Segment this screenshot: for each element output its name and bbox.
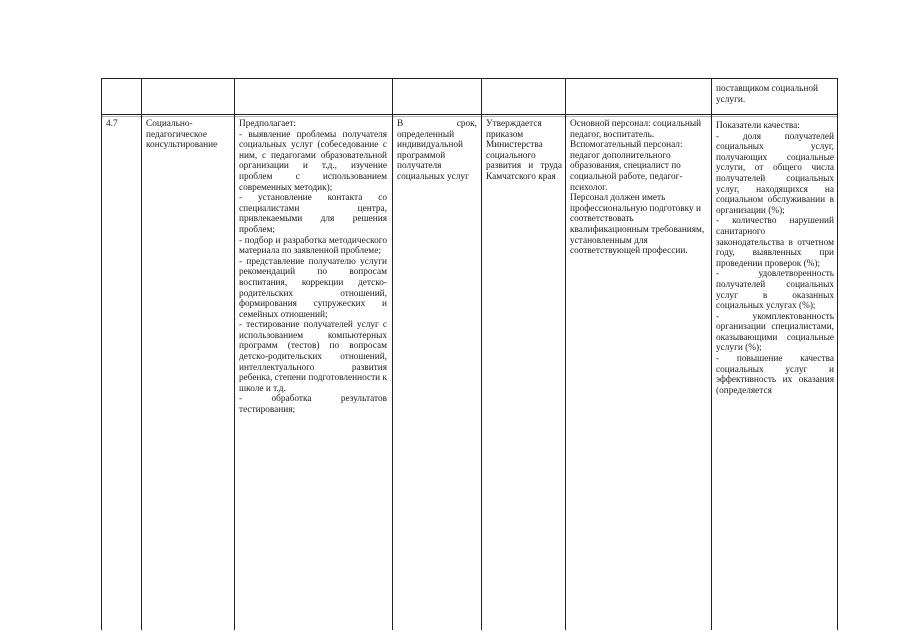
staff-main: Основной персонал: социальный педагог, воспитатель. xyxy=(570,119,702,140)
service-cost: Утверждается приказом Министерства социального развития и труда Камчатского края xyxy=(486,119,562,182)
col-line-1 xyxy=(141,78,142,630)
description-line: Предполагает: xyxy=(239,119,297,129)
staff-requirement: Персонал должен иметь профессиональную подготовку и соответствовать квалификационным требованиям, установленным для соответствующей профессии. xyxy=(570,193,705,257)
service-term: В срок, определенный индивидуальной программой получателя социальных услуг xyxy=(397,119,477,182)
service-staff xyxy=(570,119,708,257)
col-line-7 xyxy=(837,78,838,630)
description-item: - установление контакта со специалистами центра, привлекаемыми для решения проблем; xyxy=(239,193,387,235)
description-item: - подбор и разработка методического материала по заявленной проблеме; xyxy=(239,235,387,257)
col-line-6 xyxy=(711,78,712,630)
col-line-0 xyxy=(101,78,102,630)
description-item: - выявление проблемы получателя социальных услуг (собеседование с ним, с педагогами образовательной организации и т.д., изучение проблем с использованием современных методик); xyxy=(239,129,387,193)
col-line-2 xyxy=(234,78,235,630)
col-line-4 xyxy=(481,78,482,630)
description-item: - представление получателю услуги рекомендаций по вопросам воспитания, коррекции детско-родительских отношений, формирования супружеских и семейных отношений; xyxy=(239,256,387,320)
col-line-5 xyxy=(565,78,566,630)
indicator-item: - удовлетворенность получателей социальных услуг в оказанных социальных услугах (%); xyxy=(716,269,834,312)
row-divider-secondary xyxy=(101,116,838,117)
indicator-heading: Показатели качества: xyxy=(716,121,800,131)
description-item: - обработка результатов тестирования; xyxy=(239,394,387,416)
indicator-item: - укомплектованность организации специалистами, оказывающими социальные услуги (%); xyxy=(716,311,834,354)
staff-aux: Вспомогательный персонал: педагог дополнительного образования, специалист по социальной работе, педагог-психолог. xyxy=(570,140,683,193)
col-line-3 xyxy=(392,78,393,630)
service-description xyxy=(239,119,387,416)
service-name: Социально-педагогическое консультирование xyxy=(146,119,218,151)
table-top-border xyxy=(101,78,838,79)
indicators-continuation: поставщиком социальной услуги. xyxy=(716,84,818,105)
row-number: 4.7 xyxy=(106,119,118,129)
row-divider xyxy=(101,114,838,115)
description-item: - тестирование получателей услуг с использованием компьютерных программ (тестов) по вопросам детско-родительских отношений, интеллектуального развития ребенка, степени подготовленности к школе и т.д. xyxy=(239,320,387,394)
indicator-item: - повышение качества социальных услуг и эффективность их оказания (определяется xyxy=(716,354,834,396)
quality-indicators xyxy=(716,121,834,396)
indicator-item: - количество нарушений санитарного законодательства в отчетном году, выявленных при проведении проверок (%); xyxy=(716,216,834,269)
indicator-item: - доля получателей социальных услуг, получающих социальные услуги, от общего числа получателей социальных услуг, находящихся на социальном обслуживании в организации (%); xyxy=(716,131,834,216)
